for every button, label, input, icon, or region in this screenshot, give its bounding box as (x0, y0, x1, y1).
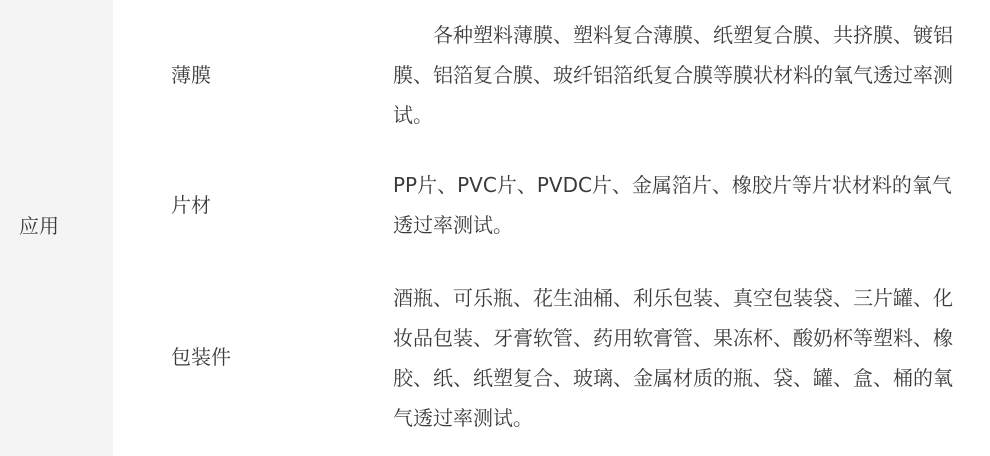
category-description: 各种塑料薄膜、塑料复合薄膜、纸塑复合膜、共挤膜、镀铝膜、铝箔复合膜、玻纤铝箔纸复合膜等膜状材料的氧气透过率测试。 (393, 23, 953, 127)
category-label: 片材 (171, 193, 211, 217)
category-description: 酒瓶、可乐瓶、花生油桶、利乐包装、真空包装袋、三片罐、化妆品包装、牙膏软管、药用软膏管、果冻杯、酸奶杯等塑料、橡胶、纸、纸塑复合、玻璃、金属材质的瓶、袋、罐、盒、桶的氧气透过率测试。 (393, 286, 953, 430)
table-row-film (113, 15, 990, 135)
table-row-package (113, 278, 990, 438)
category-description: PP片、PVC片、PVDC片、金属箔片、橡胶片等片状材料的氧气透过率测试。 (393, 173, 952, 237)
category-label: 包装件 (171, 345, 231, 369)
application-header-cell (0, 0, 113, 456)
application-label: 应用 (19, 214, 59, 238)
table-row-sheet (113, 165, 990, 245)
category-label: 薄膜 (171, 63, 211, 87)
